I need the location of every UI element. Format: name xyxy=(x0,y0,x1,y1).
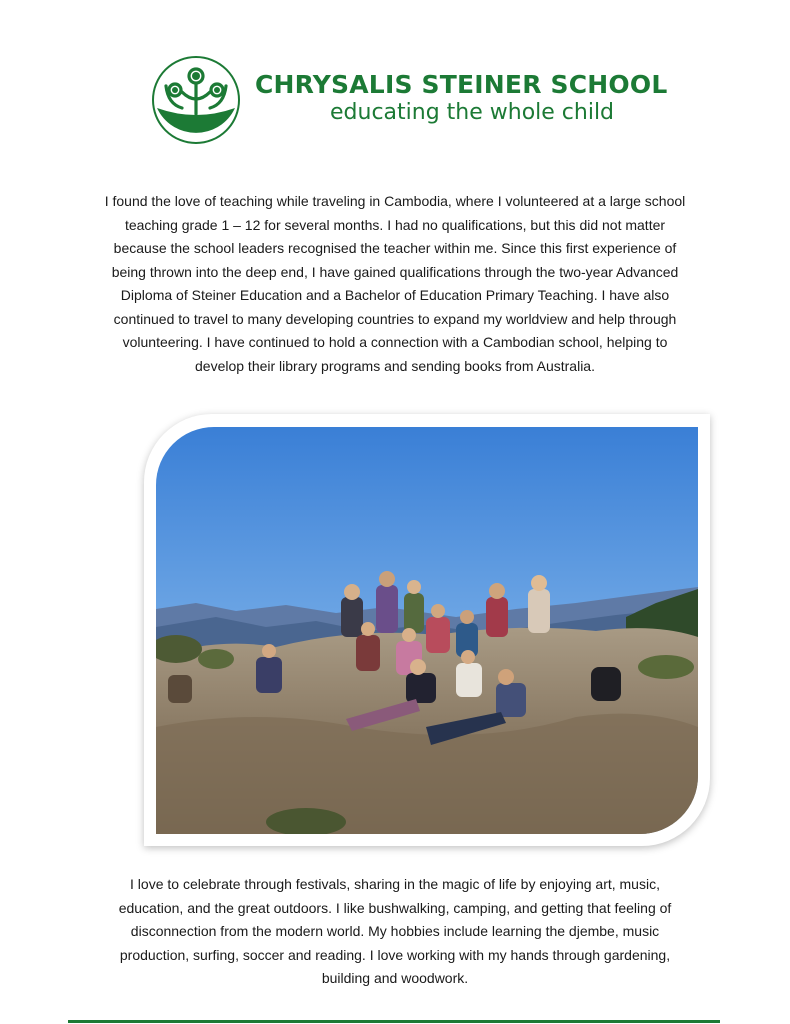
school-name: CHRYSALIS STEINER SCHOOL xyxy=(255,70,668,99)
group-hiking-photo xyxy=(156,427,698,834)
intro-paragraph: I found the love of teaching while traveling in Cambodia, where I volunteered at a large school teaching grade 1 – 12 for several months. I had no qualifications, but this did not matter because the school leaders recognised the teacher within me. Since this first experience of being thrown into the deep end, I have gained qualifications through the two-year Advanced Diploma of Steiner Education and a Bachelor of Education Primary Teaching. I have also continued to travel to many developing countries to expand my worldview and help through volunteering. I have continued to hold a connection with a Cambodian school, helping to develop their library programs and sending books from Australia. xyxy=(104,193,686,374)
school-logo-icon xyxy=(152,56,240,144)
footer-divider xyxy=(68,1020,720,1023)
school-tagline: educating the whole child xyxy=(330,100,615,125)
hobbies-paragraph: I love to celebrate through festivals, sharing in the magic of life by enjoying art, music, education, and the great outdoors. I like bushwalking, camping, and getting that feeling of disconnection from the modern world. My hobbies include learning the djembe, music production, surfing, soccer and reading. I love working with my hands through gardening, building and woodwork. xyxy=(118,876,672,986)
